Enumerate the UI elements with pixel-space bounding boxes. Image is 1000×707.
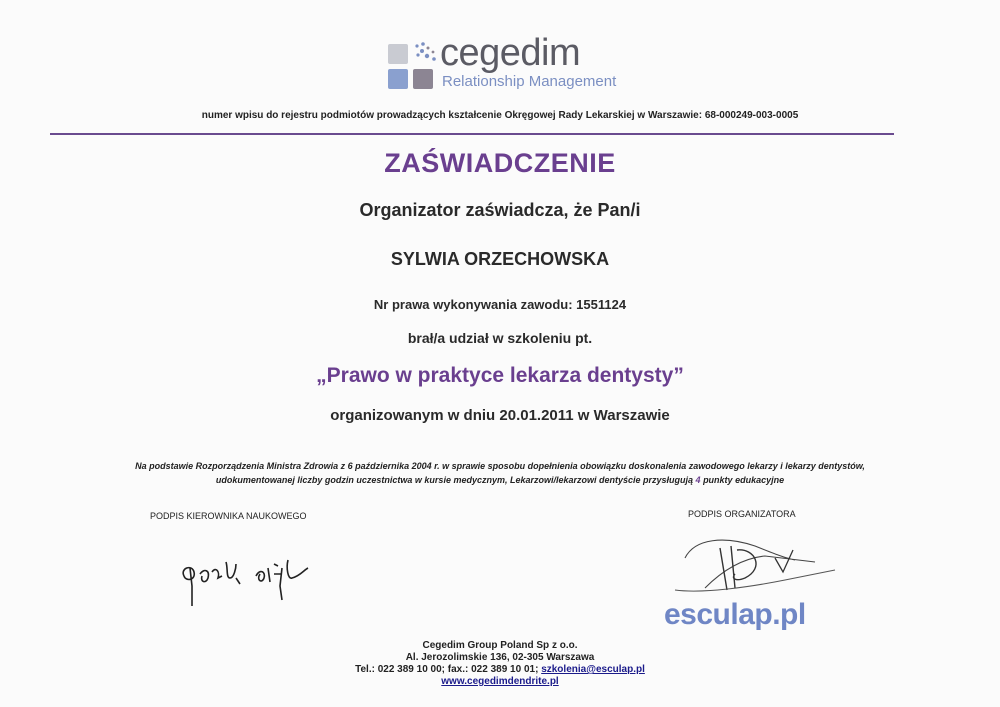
- esculap-brand-logo: esculap.pl: [664, 598, 806, 631]
- legal-note-text: udokumentowanej liczby godzin uczestnictwa w kursie medycznym, Lekarzowi/lekarzowi dentyście przysługują: [215, 475, 696, 485]
- logo-name: cegedim: [440, 32, 581, 74]
- footer-email-link[interactable]: szkolenia@esculap.pl: [541, 664, 645, 675]
- legal-note-text-end: punkty edukacyjne: [700, 475, 785, 485]
- education-points: 4: [695, 475, 701, 485]
- footer-address: Al. Jerozolimskie 136, 02-305 Warszawa: [405, 652, 595, 663]
- logo-dots-icon: [414, 42, 438, 64]
- footer-contact: [0, 664, 1000, 676]
- participant-name: SYLWIA ORZECHOWSKA: [390, 249, 610, 269]
- legal-note: [40, 459, 960, 487]
- footer-website-link[interactable]: www.cegedimdendrite.pl: [441, 676, 559, 687]
- scientific-director-signature-label: PODPIS KIEROWNIKA NAUKOWEGO: [150, 511, 307, 521]
- legal-note-line-1: Na podstawie Rozporządzenia Ministra Zdrowia z 6 października 2004 r. w sprawie sposobu dopełnienia obowiązku doskonalenia zawodowego lekarzy i lekarzy dentystów,: [135, 461, 865, 471]
- course-date-place: organizowanym w dniu 20.01.2011 w Warszawie: [330, 407, 670, 424]
- license-number: Nr prawa wykonywania zawodu: 1551124: [373, 297, 627, 312]
- course-title: „Prawo w praktyce lekarza dentysty”: [316, 364, 684, 387]
- legal-note-line-2: [40, 473, 960, 487]
- logo-square: [388, 69, 408, 89]
- registry-number-line: numer wpisu do rejestru podmiotów prowadzących kształcenie Okręgowej Rady Lekarskiej w Warszawie: 68-000249-003-0005: [201, 110, 799, 121]
- logo-square: [388, 44, 408, 64]
- header-divider: [50, 133, 894, 135]
- footer-company: Cegedim Group Poland Sp z o.o.: [422, 640, 578, 651]
- footer-phone-fax: Tel.: 022 389 10 00; fax.: 022 389 10 01;: [355, 664, 542, 675]
- certificate-title: ZAŚWIADCZENIE: [384, 148, 616, 178]
- logo-subtitle: Relationship Management: [442, 73, 617, 90]
- certificate-intro: Organizator zaświadcza, że Pan/i: [359, 200, 641, 220]
- logo-square: [413, 69, 433, 89]
- footer: [0, 640, 1000, 688]
- scientific-director-signature: [170, 538, 330, 618]
- participation-text: brał/a udział w szkoleniu pt.: [407, 330, 593, 346]
- organizer-signature-label: PODPIS ORGANIZATORA: [688, 509, 796, 519]
